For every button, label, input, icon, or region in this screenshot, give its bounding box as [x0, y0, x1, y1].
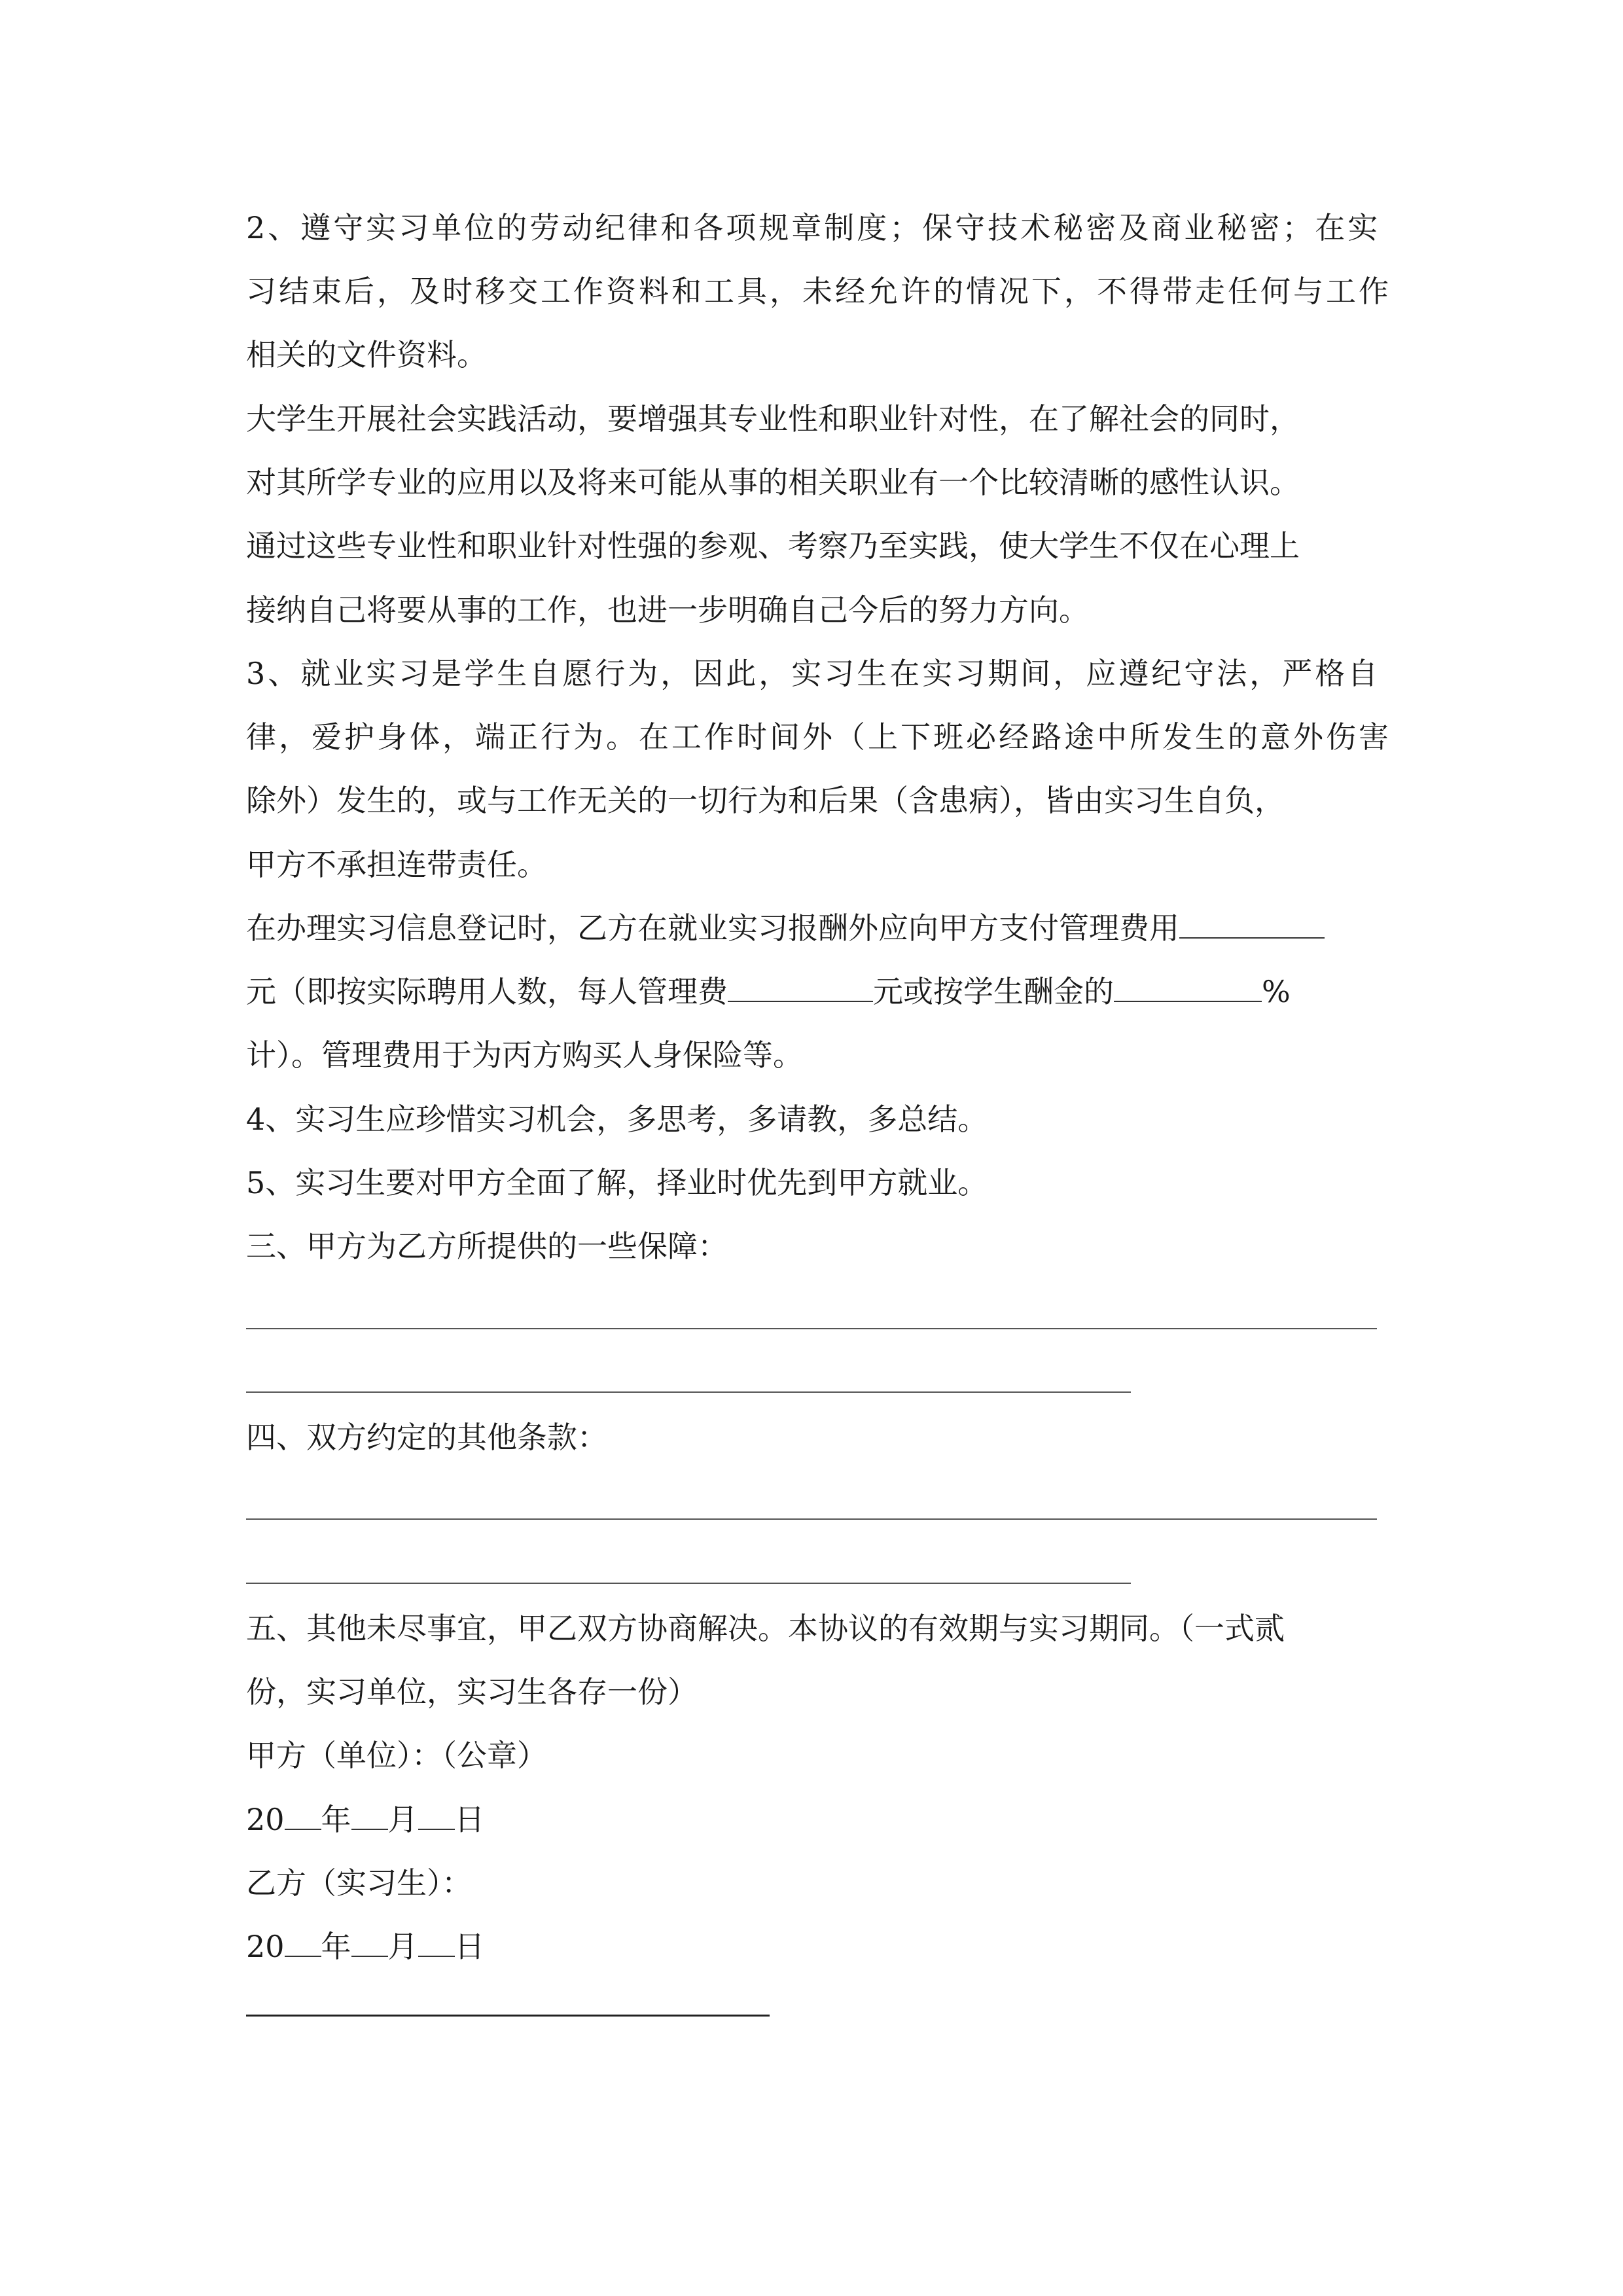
section4-heading: 四、双方约定的其他条款：: [246, 1420, 607, 1455]
date-month: 月: [387, 1929, 418, 1964]
date-prefix: 20: [246, 1929, 285, 1964]
para4: 4、实习生应珍惜实习机会，多思考，多请教，多总结。: [246, 1102, 988, 1137]
para2-line-1: 2、遵守实习单位的劳动纪律和各项规章制度；保守技术秘密及商业秘密；在实: [246, 210, 1381, 245]
date-prefix: 20: [246, 1802, 285, 1837]
percentage-blank[interactable]: [1114, 975, 1262, 1002]
para3-line-4: 甲方不承担连带责任。: [246, 847, 547, 882]
fee-line-3: 计）。管理费用于为丙方购买人身保险等。: [246, 1037, 803, 1073]
para3-line-1: 3、就业实习是学生自愿行为，因此，实习生在实习期间，应遵纪守法，严格自: [246, 656, 1381, 691]
party-b-label: 乙方（实习生）：: [246, 1865, 472, 1901]
practice-line-1: 大学生开展社会实践活动，要增强其专业性和职业针对性，在了解社会的同时，: [246, 401, 1300, 437]
section3-blank-line-2[interactable]: [246, 1391, 1131, 1393]
section4-blank-line-1[interactable]: [246, 1518, 1377, 1520]
section3-blank-line-1[interactable]: [246, 1328, 1377, 1329]
fee-line-1: [246, 908, 1325, 948]
month-blank[interactable]: [351, 1929, 388, 1957]
section5-line-1: 五、其他未尽事宜，甲乙双方协商解决。本协议的有效期与实习期同。（一式贰: [246, 1611, 1285, 1646]
practice-line-3: 通过这些专业性和职业针对性强的参观、考察乃至实践，使大学生不仅在心理上: [246, 528, 1300, 564]
section3-heading: 三、甲方为乙方所提供的一些保障：: [246, 1229, 728, 1264]
fee-text-1: 在办理实习信息登记时，乙方在就业实习报酬外应向甲方支付管理费用: [246, 910, 1179, 946]
party-b-date: [246, 1927, 485, 1966]
practice-line-2: 对其所学专业的应用以及将来可能从事的相关职业有一个比较清晰的感性认识。: [246, 465, 1300, 500]
para5: 5、实习生要对甲方全面了解，择业时优先到甲方就业。: [246, 1165, 988, 1200]
para2-line-3: 相关的文件资料。: [246, 337, 487, 372]
party-a-label: 甲方（单位）：（公章）: [246, 1738, 547, 1773]
section4-blank-line-2[interactable]: [246, 1583, 1131, 1584]
fee-text-2b: 元或按学生酬金的: [873, 974, 1114, 1009]
practice-line-4: 接纳自己将要从事的工作，也进一步明确自己今后的努力方向。: [246, 592, 1089, 628]
year-blank[interactable]: [285, 1929, 321, 1957]
para3-line-2: 律，爱护身体，端正行为。在工作时间外（上下班必经路途中所发生的意外伤害: [246, 719, 1391, 755]
fee-text-2c: %: [1262, 974, 1291, 1009]
per-person-fee-blank[interactable]: [728, 975, 873, 1002]
date-day: 日: [454, 1929, 485, 1964]
date-month: 月: [387, 1802, 418, 1837]
fee-text-2a: 元（即按实际聘用人数，每人管理费: [246, 974, 728, 1009]
month-blank[interactable]: [351, 1803, 388, 1830]
date-year: 年: [321, 1802, 351, 1837]
fee-amount-blank[interactable]: [1179, 911, 1325, 939]
date-day: 日: [454, 1802, 485, 1837]
date-year: 年: [321, 1929, 351, 1964]
day-blank[interactable]: [418, 1803, 455, 1830]
section5-line-2: 份，实习单位，实习生各存一份）: [246, 1674, 698, 1710]
end-separator-line: [246, 2015, 770, 2017]
party-a-date: [246, 1800, 485, 1839]
year-blank[interactable]: [285, 1803, 321, 1830]
para2-line-2: 习结束后，及时移交工作资料和工具，未经允许的情况下，不得带走任何与工作: [246, 274, 1391, 309]
fee-line-2: [246, 972, 1291, 1011]
para3-line-3: 除外）发生的，或与工作无关的一切行为和后果（含患病），皆由实习生自负，: [246, 783, 1285, 818]
day-blank[interactable]: [418, 1929, 455, 1957]
